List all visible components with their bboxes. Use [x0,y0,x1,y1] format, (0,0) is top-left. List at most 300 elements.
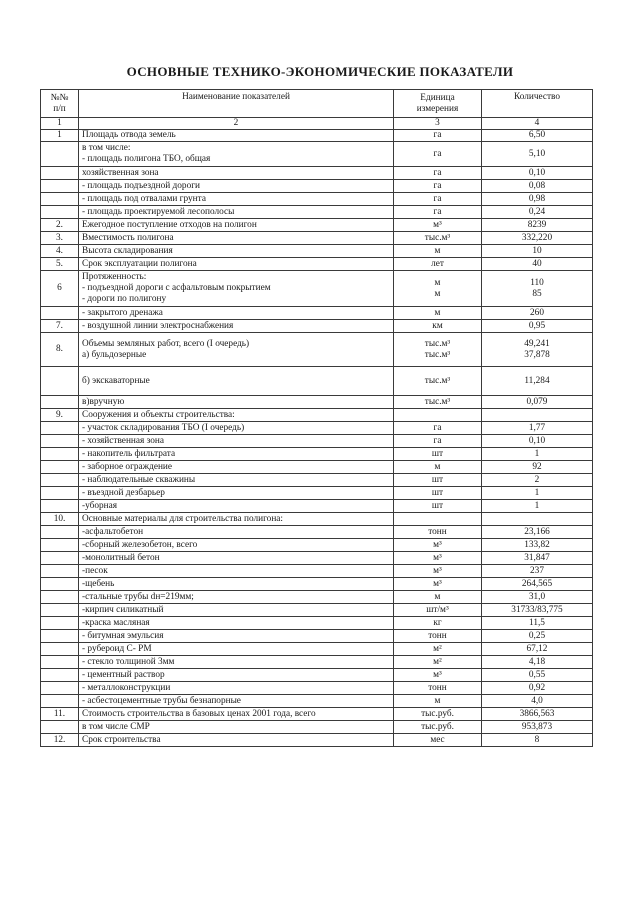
row-number: 1 [41,130,79,142]
row-number [41,591,79,604]
unit-cell [394,604,482,617]
indicator-name [79,396,394,409]
indicator-name [79,142,394,167]
indicator-name-line: -стальные трубы dн=219мм; [82,591,194,602]
row-number: 7. [41,320,79,333]
unit-cell [394,409,482,422]
table-row [41,630,593,643]
unit-value: тыс.м³ [424,396,451,407]
unit-value: тонн [428,630,447,641]
indicator-name-line: - заборное ограждение [82,461,173,472]
indicator-name-line: хозяйственная зона [82,167,159,178]
indicator-name-line: Стоимость строительства в базовых ценах 2001 года, всего [82,708,316,719]
unit-value: м [434,288,441,299]
table-row [41,487,593,500]
unit-value: м³ [433,578,442,589]
table-row [41,307,593,320]
unit-cell [394,513,482,526]
quantity-value: 0,079 [526,396,548,407]
unit-cell [394,245,482,258]
table-row [41,643,593,656]
row-number [41,435,79,448]
quantity-value: 31,0 [528,591,546,602]
quantity-cell [482,193,593,206]
indicator-name-line: - закрытого дренажа [82,307,163,318]
row-number [41,307,79,320]
table-row [41,591,593,604]
quantity-cell [482,487,593,500]
unit-cell [394,552,482,565]
indicator-name-line: - площадь подъездной дороги [82,180,201,191]
unit-value: га [433,206,442,217]
table-row [41,320,593,333]
indicator-name-line: - битумная эмульсия [82,630,164,641]
indicator-name-line: в том числе: [82,143,131,153]
row-number [41,167,79,180]
table-row [41,578,593,591]
unit-cell [394,682,482,695]
quantity-value: 0,55 [528,669,546,680]
indicator-name [79,539,394,552]
unit-value: лет [431,258,444,269]
indicator-name [79,500,394,513]
quantity-value: 332,220 [521,232,553,243]
table-row [41,167,593,180]
quantity-cell [482,643,593,656]
indicator-name [79,333,394,367]
row-number [41,721,79,734]
indicator-name-line: -сборный железобетон, всего [82,539,198,550]
indicator-name [79,206,394,219]
unit-value: га [433,193,442,204]
table-row [41,513,593,526]
indicator-name-line: - хозяйственная зона [82,435,164,446]
quantity-value: 0,98 [528,193,546,204]
indicator-name [79,643,394,656]
column-index: 2 [79,118,394,130]
indicator-name [79,513,394,526]
indicator-name-line: - воздушной линии электроснабжения [82,320,234,331]
quantity-cell [482,422,593,435]
quantity-cell [482,258,593,271]
quantity-value: 49,241 [524,338,550,349]
table-row [41,435,593,448]
indicator-name-line: -песок [82,565,108,576]
indicator-name-line: -краска масляная [82,617,150,628]
indicator-name [79,367,394,396]
unit-cell [394,142,482,167]
quantity-value: 37,878 [524,349,550,360]
unit-value: шт [431,487,444,498]
row-number [41,193,79,206]
table-row [41,617,593,630]
indicator-name-line: Площадь отвода земель [82,130,176,140]
column-index: 4 [482,118,593,130]
unit-value: м³ [433,552,442,563]
indicator-name [79,682,394,695]
row-number: 4. [41,245,79,258]
row-number [41,367,79,396]
unit-value: м [434,277,441,288]
indicator-name-line: - накопитель фильтрата [82,448,176,459]
quantity-cell [482,539,593,552]
indicator-name [79,422,394,435]
table-row [41,271,593,307]
unit-value: тыс.м³ [424,375,451,386]
row-number [41,487,79,500]
indicator-name [79,167,394,180]
indicator-name-line: - участок складирования ТБО (I очередь) [82,422,245,433]
row-number [41,617,79,630]
quantity-cell [482,474,593,487]
quantity-cell [482,526,593,539]
column-index: 1 [41,118,79,130]
row-number [41,461,79,474]
indicator-name-line: - площадь проектируемой лесополосы [82,206,235,217]
indicator-name-line: - подъездной дороги с асфальтовым покрытием [82,283,271,293]
indicator-name [79,526,394,539]
indicator-name-line: - наблюдательные скважины [82,474,196,485]
unit-cell [394,630,482,643]
row-number [41,539,79,552]
quantity-value: 5,10 [528,148,546,159]
row-number [41,142,79,167]
indicator-name [79,578,394,591]
row-number: 5. [41,258,79,271]
row-number [41,682,79,695]
indicator-name-line: -уборная [82,500,118,511]
table-row [41,193,593,206]
row-number [41,206,79,219]
unit-value: га [433,422,442,433]
indicator-name-line: Вместимость полигона [82,232,174,243]
header-qty: Количество [482,90,593,118]
row-number: 2. [41,219,79,232]
indicator-name-line: Срок строительства [82,734,161,745]
unit-value: шт [431,474,444,485]
indicator-name [79,193,394,206]
indicators-table [40,89,593,747]
table-row [41,656,593,669]
unit-cell [394,422,482,435]
unit-value: тыс.м³ [424,232,451,243]
indicator-name [79,695,394,708]
indicator-name [79,487,394,500]
indicator-name-line: Срок эксплуатации полигона [82,258,197,269]
quantity-value: 110 [530,277,544,288]
quantity-cell [482,142,593,167]
unit-value: тыс.руб. [421,708,454,719]
unit-value: тонн [428,526,447,537]
quantity-cell [482,500,593,513]
indicator-name [79,271,394,307]
quantity-value: 40 [532,258,542,269]
table-row [41,539,593,552]
unit-cell [394,219,482,232]
indicator-name [79,474,394,487]
quantity-value: 0,08 [528,180,546,191]
unit-cell [394,565,482,578]
table-row [41,526,593,539]
unit-cell [394,206,482,219]
quantity-cell [482,669,593,682]
unit-cell [394,656,482,669]
unit-cell [394,448,482,461]
row-number: 12. [41,734,79,747]
quantity-value: 4,18 [528,656,546,667]
indicator-name-line: - площадь под отвалами грунта [82,193,206,204]
unit-value: шт/м³ [426,604,449,615]
unit-value: мес [430,734,445,745]
unit-value: кг [433,617,442,628]
table-row [41,422,593,435]
indicator-name [79,130,394,142]
indicator-name-line: - цементный раствор [82,669,165,680]
indicator-name-line: -кирпич силикатный [82,604,164,615]
indicator-name-line: Ежегодное поступление отходов на полигон [82,219,257,230]
indicator-name-line: а) бульдозерные [82,349,147,360]
unit-cell [394,167,482,180]
unit-value: га [433,167,442,178]
row-number: 11. [41,708,79,721]
table-row [41,604,593,617]
table-row [41,565,593,578]
unit-cell [394,232,482,245]
table-row [41,695,593,708]
indicator-name-line: в том числе СМР [82,721,150,732]
quantity-value: 4,0 [531,695,543,706]
unit-cell [394,487,482,500]
indicator-name [79,630,394,643]
indicator-name [79,307,394,320]
row-number [41,180,79,193]
unit-value: га [433,435,442,446]
indicator-name [79,734,394,747]
quantity-cell [482,167,593,180]
row-number [41,552,79,565]
quantity-value: 1 [534,500,540,511]
row-number: 8. [41,333,79,367]
indicator-name [79,258,394,271]
indicator-name-line: -щебень [82,578,115,589]
quantity-value: 0,10 [528,435,546,446]
indicator-name-line: Сооружения и объекты строительства: [82,409,235,420]
quantity-value: 23,166 [524,526,550,537]
unit-cell [394,193,482,206]
quantity-cell [482,461,593,474]
unit-cell [394,721,482,734]
column-index-row [41,118,593,130]
row-number [41,448,79,461]
header-name: Наименование показателей [79,90,394,118]
quantity-value: 8239 [527,219,547,230]
quantity-cell [482,206,593,219]
quantity-cell [482,604,593,617]
indicator-name [79,232,394,245]
unit-cell [394,578,482,591]
table-row [41,682,593,695]
quantity-cell [482,591,593,604]
quantity-value: 237 [530,565,544,576]
row-number [41,643,79,656]
unit-cell [394,695,482,708]
row-number [41,526,79,539]
unit-value: тыс.м³ [424,338,451,349]
quantity-value: 10 [532,245,542,256]
unit-value: км [432,320,443,331]
unit-value: м [434,591,441,602]
quantity-cell [482,630,593,643]
indicator-name [79,245,394,258]
indicator-name-line: - въездной дезбарьер [82,487,165,498]
table-row [41,708,593,721]
indicator-name [79,461,394,474]
quantity-cell [482,219,593,232]
quantity-value: 3866,563 [519,708,555,719]
unit-value: м [434,307,441,318]
row-number [41,604,79,617]
unit-cell [394,539,482,552]
table-row [41,461,593,474]
column-index: 3 [394,118,482,130]
unit-value: шт [431,500,444,511]
table-row [41,448,593,461]
quantity-cell [482,448,593,461]
indicator-name-line: Объемы земляных работ, всего (I очередь) [82,338,250,349]
indicator-name-line: Основные материалы для строительства полигона: [82,513,284,524]
table-row [41,245,593,258]
quantity-value: 1,77 [528,422,546,433]
quantity-value: 8 [534,734,540,745]
quantity-cell [482,396,593,409]
row-number: 10. [41,513,79,526]
quantity-value: 0,24 [528,206,546,217]
quantity-value: 11,284 [524,375,550,386]
quantity-cell [482,435,593,448]
row-number [41,695,79,708]
indicator-name [79,656,394,669]
unit-cell [394,396,482,409]
indicator-name-line: Протяженность: [82,272,147,282]
quantity-cell [482,245,593,258]
document-title: ОСНОВНЫЕ ТЕХНИКО-ЭКОНОМИЧЕСКИЕ ПОКАЗАТЕЛИ [126,64,514,79]
unit-cell [394,617,482,630]
unit-cell [394,474,482,487]
table-row [41,258,593,271]
table-row [41,180,593,193]
unit-value: тыс.м³ [424,349,451,360]
row-number [41,630,79,643]
quantity-value: 11,5 [529,617,545,628]
quantity-cell [482,180,593,193]
quantity-value: 85 [532,288,542,299]
unit-value: м² [433,643,442,654]
unit-cell [394,526,482,539]
row-number [41,500,79,513]
row-number: 3. [41,232,79,245]
indicator-name-line: - металлоконструкции [82,682,171,693]
indicator-name-line: - рубероид С- РМ [82,643,152,654]
unit-value: м³ [433,669,442,680]
quantity-value: 0,25 [528,630,546,641]
unit-cell [394,643,482,656]
row-number [41,422,79,435]
table-row [41,142,593,167]
unit-value: га [433,180,442,191]
quantity-cell [482,513,593,526]
quantity-cell [482,721,593,734]
unit-value: м³ [433,565,442,576]
indicator-name-line: - площадь полигона ТБО, общая [82,154,211,164]
header-row [41,90,593,118]
unit-value: тонн [428,682,447,693]
quantity-value: 0,95 [528,320,546,331]
unit-cell [394,367,482,396]
indicator-name-line: -монолитный бетон [82,552,160,563]
quantity-value: 1 [534,448,540,459]
table-row [41,367,593,396]
table-row [41,333,593,367]
header-num: №№ п/п [41,90,79,118]
table-row [41,232,593,245]
indicator-name [79,180,394,193]
indicator-name-line: в)вручную [82,396,125,407]
row-number [41,565,79,578]
unit-value: шт [431,448,444,459]
indicator-name-line: Высота складирования [82,245,173,256]
unit-cell [394,461,482,474]
indicator-name [79,552,394,565]
unit-cell [394,333,482,367]
indicator-name [79,669,394,682]
quantity-value: 67,12 [526,643,548,654]
table-row [41,409,593,422]
quantity-value: 2 [534,474,540,485]
indicator-name [79,320,394,333]
table-row [41,474,593,487]
unit-value: тыс.руб. [421,721,454,732]
quantity-cell [482,695,593,708]
quantity-value: 6,50 [528,130,546,140]
row-number [41,396,79,409]
quantity-cell [482,708,593,721]
unit-cell [394,258,482,271]
indicator-name-line: -асфальтобетон [82,526,144,537]
unit-cell [394,180,482,193]
quantity-value: 92 [532,461,542,472]
row-number [41,656,79,669]
indicator-name [79,409,394,422]
quantity-value: 264,565 [521,578,553,589]
quantity-value: 0,92 [528,682,546,693]
quantity-cell [482,271,593,307]
unit-cell [394,500,482,513]
quantity-cell [482,656,593,669]
quantity-cell [482,565,593,578]
unit-cell [394,130,482,142]
indicator-name [79,448,394,461]
indicator-name [79,435,394,448]
unit-cell [394,708,482,721]
indicator-name-line: б) экскаваторные [82,375,150,386]
unit-value: га [433,148,442,159]
indicator-name [79,591,394,604]
quantity-cell [482,409,593,422]
unit-value: м² [433,656,442,667]
quantity-value: 1 [534,487,540,498]
quantity-value: 31733/83,775 [511,604,563,615]
indicator-name [79,219,394,232]
